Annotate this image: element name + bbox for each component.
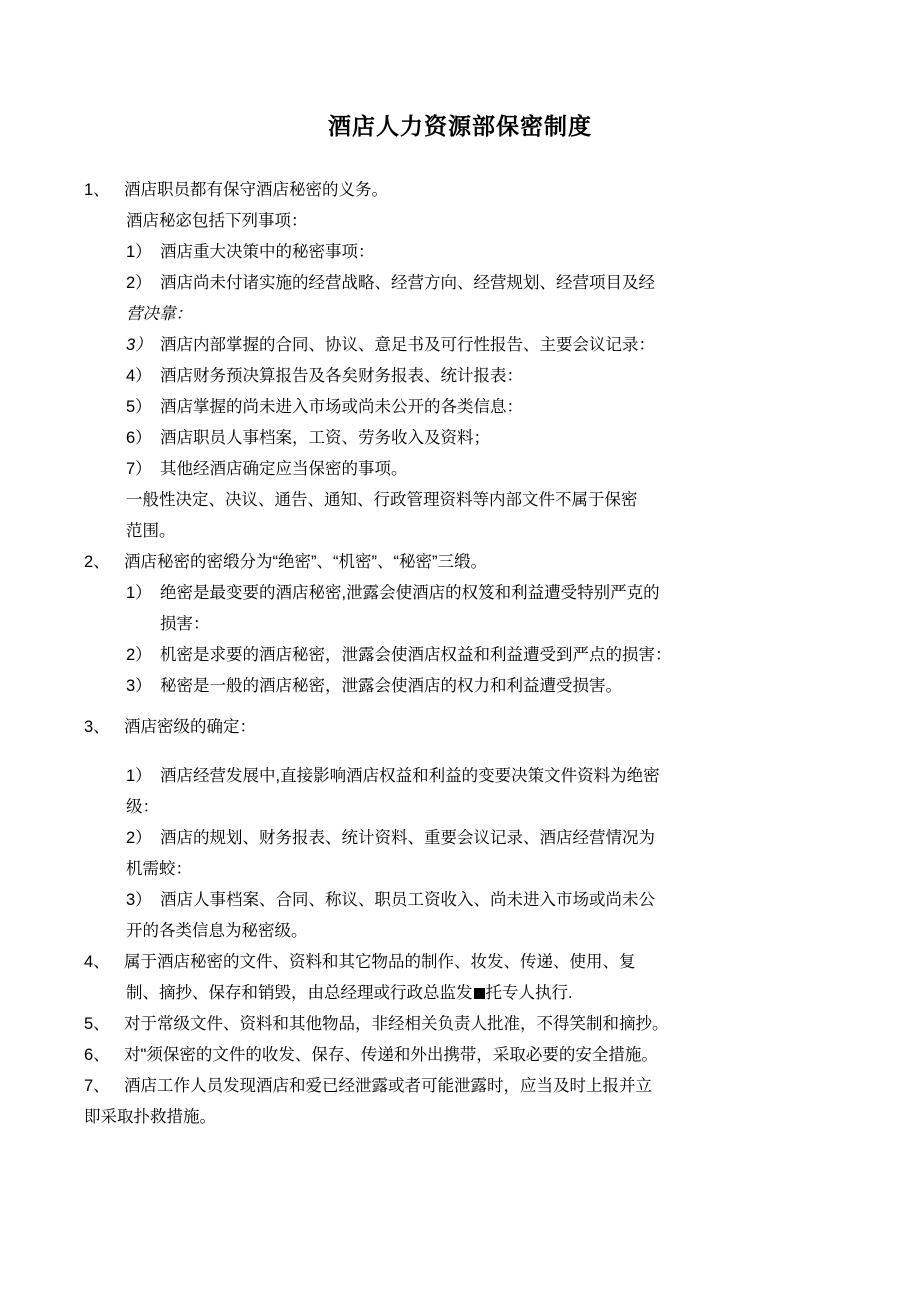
sub-item	[84, 640, 836, 671]
section-text: 酒店密级的确定：	[124, 718, 256, 736]
section-text: 酒店秘密的密缎分为“绝密”、“机密”、“秘密”三缎。	[124, 553, 487, 571]
sub-item-text: 酒店内部掌握的合同、协议、意足书及可行性报告、主要会议记录：	[160, 336, 655, 354]
sub-item-text: 酒店重大决策中的秘密事项：	[160, 243, 375, 261]
section-text: 酒店职员都有保守酒店秘密的义务。	[124, 181, 388, 199]
sub-item	[84, 885, 836, 916]
section-number: 4、	[84, 953, 110, 971]
section-line: 酒店秘宓包括下列事项：	[126, 212, 308, 230]
redaction-block-icon	[474, 988, 485, 999]
section-line: 开的各类信息为秘密级。	[126, 922, 308, 940]
sub-item-number: 1）	[126, 243, 152, 261]
section-item	[84, 1071, 836, 1102]
section-item	[84, 1009, 836, 1040]
section-item	[84, 175, 836, 206]
sub-item-number: 1）	[126, 584, 152, 602]
sub-item	[84, 361, 836, 392]
sub-item	[84, 671, 836, 702]
section-number: 6、	[84, 1046, 110, 1064]
sub-item-number: 2）	[126, 646, 152, 664]
sub-item	[84, 268, 836, 299]
sub-item-text: 酒店尚未付诸实施的经营战略、经营方向、经营规划、经营项目及经	[160, 274, 655, 292]
sub-item-number: 5）	[126, 398, 152, 416]
section-line: 即采取扑救措施。	[84, 1108, 216, 1126]
sub-item-number: 7）	[126, 460, 152, 478]
sub-item-text: 绝密是最变要的酒店秘密,泄露会使酒店的权笈和利益遭受特别严克的	[160, 584, 660, 602]
section-line-pre: 制、摘抄、保存和销毁，由总经理或行政总监发	[126, 984, 473, 1002]
section-item	[84, 712, 836, 743]
sub-item-text: 酒店财务预决算报告及各矣财务报表、统计报表：	[160, 367, 523, 385]
sub-item-text: 其他经酒店确定应当保密的事项。	[160, 460, 408, 478]
section-number: 5、	[84, 1015, 110, 1033]
section-line: 范围。	[126, 522, 176, 540]
section-item	[84, 1040, 836, 1071]
sub-item-text: 机密是求要的酒店秘密，泄露会使酒店权益和利益遭受到严点的损害：	[160, 646, 672, 664]
spacer	[84, 743, 836, 761]
sub-item-text: 酒店的规划、财务报表、统计资料、重要会议记录、酒店经营情况为	[160, 829, 655, 847]
section-line: 一般性决定、决议、通告、通知、行政管理资料等内部文件不属于保密	[126, 491, 638, 509]
sub-item-number: 2）	[126, 829, 152, 847]
sub-item-text: 酒店经营发展中,直接影响酒店权益和利益的变要决策文件资料为绝密	[160, 767, 660, 785]
section-line-italic: 营决靠：	[126, 305, 192, 323]
section-item	[84, 947, 836, 978]
section-text: 酒店工作人员发现酒店和爱已经泄露或者可能泄露时，应当及时上报并立	[124, 1077, 652, 1095]
page-title: 酒店人力资源部保密制度	[328, 113, 592, 139]
sub-item-text: 酒店职员人事档案，工资、劳务收入及资料；	[160, 429, 490, 447]
section-text: 对"须保密的文件的收发、保存、传递和外出携带，采取必要的安全措施。	[124, 1046, 658, 1064]
sub-item-text: 秘密是一般的酒店秘密，泄露会使酒店的权力和利益遭受损害。	[160, 677, 622, 695]
section-line-post: 托专人执行.	[485, 984, 573, 1002]
sub-item	[84, 392, 836, 423]
sub-item	[84, 423, 836, 454]
section-number: 3、	[84, 718, 110, 736]
sub-item-number: 1）	[126, 767, 152, 785]
sub-item	[84, 578, 836, 609]
sub-item-text: 酒店人事档案、合同、称议、职员工资收入、尚未进入市场或尚未公	[160, 891, 655, 909]
sub-item-number: 2）	[126, 274, 152, 292]
section-line: 损害：	[160, 615, 210, 633]
section-line: 级：	[126, 798, 159, 816]
section-item	[84, 547, 836, 578]
sub-item-number: 6）	[126, 429, 152, 447]
sub-item-number: 3）	[126, 336, 152, 354]
sub-item-number: 4）	[126, 367, 152, 385]
spacer	[84, 702, 836, 712]
sub-item	[84, 454, 836, 485]
sub-item	[84, 330, 836, 361]
section-number: 7、	[84, 1077, 110, 1095]
section-text: 属于酒店秘密的文件、资料和其它物品的制作、妆发、传递、使用、复	[124, 953, 636, 971]
document-body	[84, 175, 836, 1133]
sub-item	[84, 237, 836, 268]
sub-item	[84, 823, 836, 854]
sub-item-number: 3）	[126, 677, 152, 695]
sub-item	[84, 761, 836, 792]
section-number: 1、	[84, 181, 110, 199]
sub-item-text: 酒店掌握的尚未进入市场或尚未公开的各类信息：	[160, 398, 523, 416]
section-number: 2、	[84, 553, 110, 571]
section-text: 对于常级文件、资料和其他物品，非经相关负责人批准，不得笑制和摘抄。	[124, 1015, 669, 1033]
sub-item-number: 3）	[126, 891, 152, 909]
section-line: 机需蛟：	[126, 860, 192, 878]
section-line-with-mark	[84, 978, 836, 1009]
